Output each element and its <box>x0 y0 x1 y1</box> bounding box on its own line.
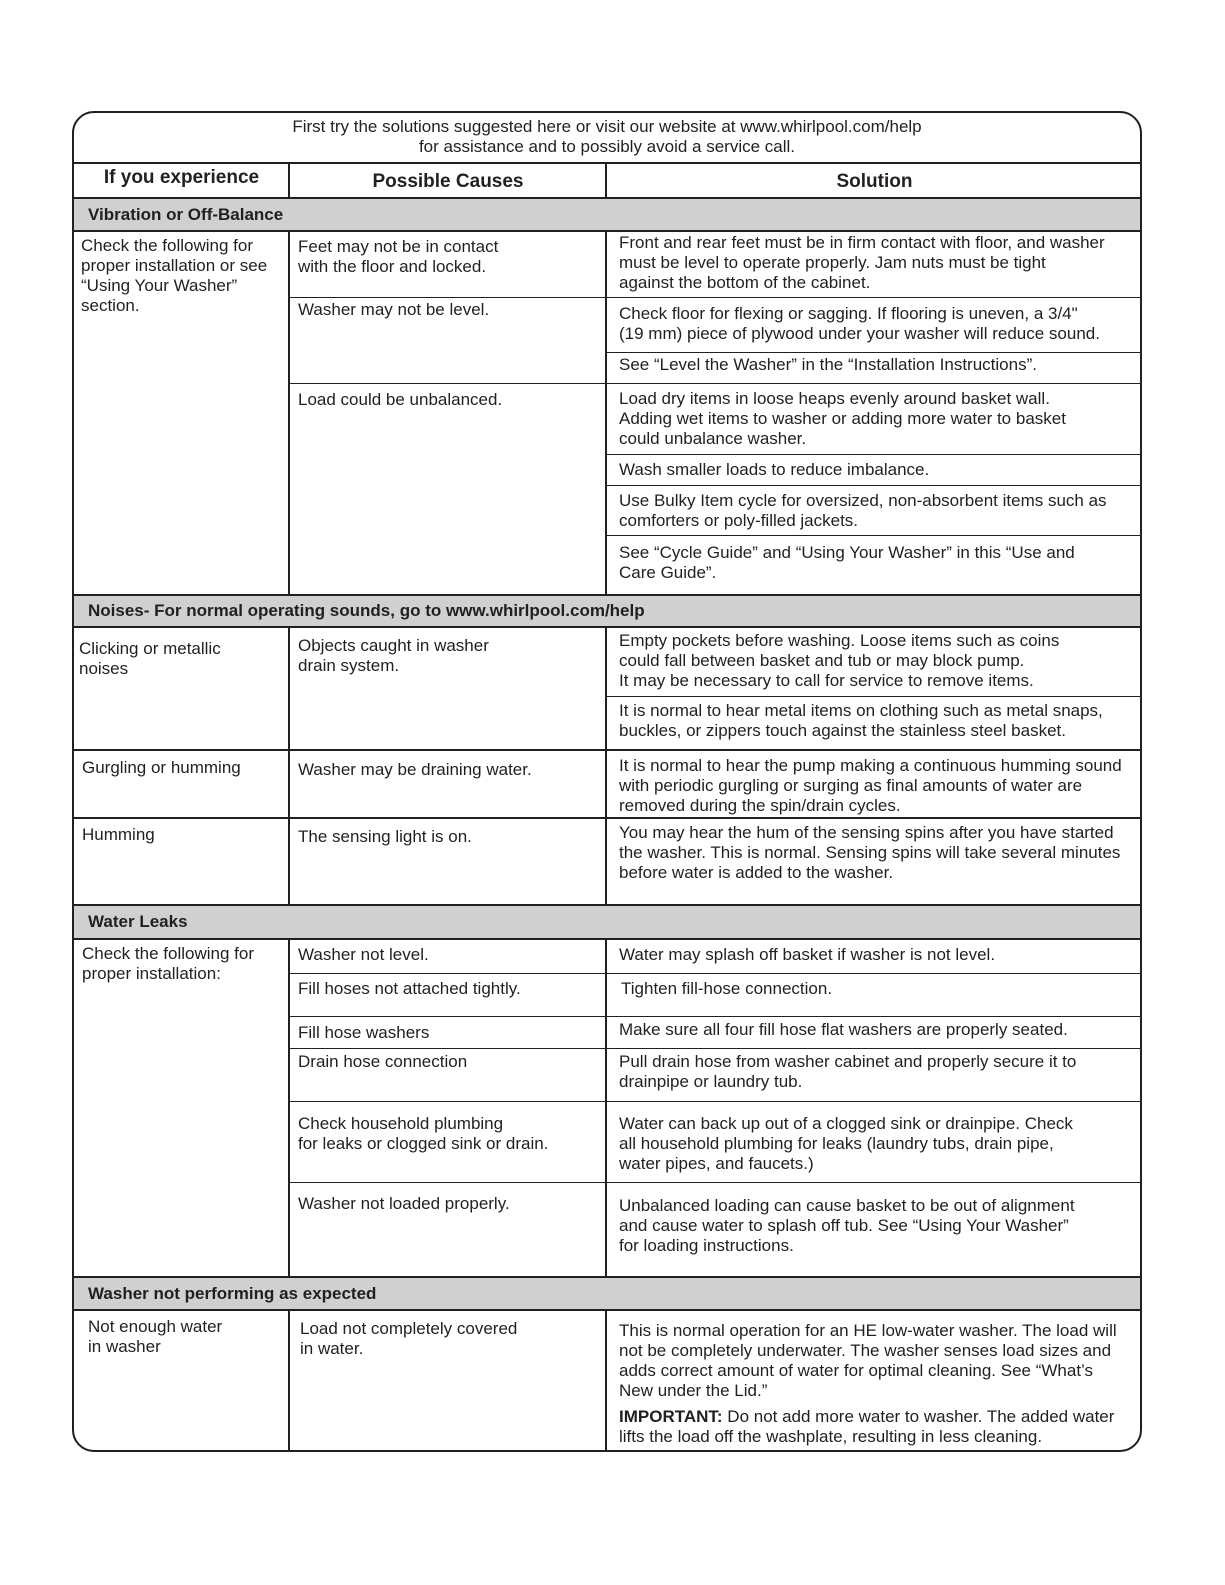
leaks-solution-3: Make sure all four fill hose flat washers are properly seated. <box>619 1020 1068 1039</box>
performing-experience: Not enough water in washer <box>88 1317 223 1356</box>
performing-cause: Load not completely covered in water. <box>300 1319 518 1358</box>
leaks-solution-5: Water can back up out of a clogged sink or drainpipe. Check all household plumbing for leaks (laundry tubs, drain pipe, water pipes, and faucets.) <box>619 1114 1073 1173</box>
leaks-cause-3: Fill hose washers <box>298 1023 430 1042</box>
leaks-cause-6: Washer not loaded properly. <box>298 1194 510 1213</box>
performing-solution: This is normal operation for an HE low-water washer. The load will not be completely underwater. The washer senses load sizes and adds correct amount of water for optimal cleaning. See “What’s New under the Lid.” <box>619 1321 1117 1400</box>
column-divider <box>288 938 290 1278</box>
section-vibration: Vibration or Off-Balance <box>74 199 1140 230</box>
rule <box>74 938 1140 940</box>
noises-cause-3: The sensing light is on. <box>298 827 472 846</box>
rule <box>290 1101 1140 1102</box>
column-divider <box>288 230 290 596</box>
rule <box>74 749 1140 751</box>
rule <box>607 454 1140 455</box>
column-divider <box>288 162 290 199</box>
rule <box>290 1016 1140 1017</box>
intro-line-2: for assistance and to possibly avoid a service call. <box>418 137 796 156</box>
noises-experience-3: Humming <box>82 825 155 844</box>
rule <box>607 352 1140 353</box>
column-divider <box>605 626 607 906</box>
performing-important-note <box>619 1407 1114 1447</box>
noises-solution-4: You may hear the hum of the sensing spins after you have started the washer. This is normal. Sensing spins will take several minutes before water is added to the washer. <box>619 823 1121 882</box>
rule <box>290 383 1140 384</box>
column-divider <box>288 626 290 906</box>
vibration-experience: Check the following for proper installation or see “Using Your Washer” section. <box>81 236 268 315</box>
rule <box>74 230 1140 232</box>
rule <box>290 973 1140 974</box>
column-divider <box>605 938 607 1278</box>
important-label: IMPORTANT: <box>619 1407 723 1426</box>
rule <box>290 1182 1140 1183</box>
column-divider <box>605 162 607 199</box>
header-experience: If you experience <box>103 167 260 188</box>
leaks-cause-2: Fill hoses not attached tightly. <box>298 979 521 998</box>
vibration-cause-3: Load could be unbalanced. <box>298 390 503 409</box>
intro-line-1: First try the solutions suggested here or visit our website at www.whirlpool.com/help <box>292 117 922 136</box>
header-causes: Possible Causes <box>372 171 524 192</box>
noises-experience-1: Clicking or metallic noises <box>79 639 221 678</box>
intro-note <box>74 113 1140 163</box>
troubleshooting-table <box>72 111 1142 1452</box>
noises-experience-2: Gurgling or humming <box>82 758 241 777</box>
important-text: Do not add more water to washer. The added water lifts the load off the washplate, resulting in less cleaning. <box>619 1407 1115 1446</box>
section-not-performing: Washer not performing as expected <box>74 1278 1140 1309</box>
leaks-solution-6: Unbalanced loading can cause basket to be out of alignment and cause water to splash off tub. See “Using Your Washer” for loading instructions. <box>619 1196 1075 1255</box>
rule <box>290 1048 1140 1049</box>
vibration-solution-4: Load dry items in loose heaps evenly around basket wall. Adding wet items to washer or adding more water to basket could unbalance washer. <box>619 389 1066 448</box>
vibration-solution-2: Check floor for flexing or sagging. If flooring is uneven, a 3/4" (19 mm) piece of plywood under your washer will reduce sound. <box>619 304 1100 343</box>
noises-solution-2: It is normal to hear metal items on clothing such as metal snaps, buckles, or zippers touch against the stainless steel basket. <box>619 701 1103 740</box>
header-solution: Solution <box>836 171 913 192</box>
rule <box>74 162 1140 164</box>
rule <box>607 535 1140 536</box>
leaks-cause-5: Check household plumbing for leaks or clogged sink or drain. <box>298 1114 549 1153</box>
leaks-solution-4: Pull drain hose from washer cabinet and properly secure it to drainpipe or laundry tub. <box>619 1052 1077 1091</box>
vibration-solution-7: See “Cycle Guide” and “Using Your Washer” in this “Use and Care Guide”. <box>619 543 1075 582</box>
vibration-solution-6: Use Bulky Item cycle for oversized, non-absorbent items such as comforters or poly-filled jackets. <box>619 491 1107 530</box>
vibration-solution-5: Wash smaller loads to reduce imbalance. <box>619 460 930 479</box>
rule <box>74 1309 1140 1311</box>
rule <box>607 485 1140 486</box>
noises-cause-1: Objects caught in washer drain system. <box>298 636 489 675</box>
noises-solution-1: Empty pockets before washing. Loose items such as coins could fall between basket and tub or may block pump. It may be necessary to call for service to remove items. <box>619 631 1060 690</box>
vibration-solution-1: Front and rear feet must be in firm contact with floor, and washer must be level to operate properly. Jam nuts must be tight against the bottom of the cabinet. <box>619 233 1105 292</box>
column-divider <box>605 230 607 596</box>
vibration-cause-2: Washer may not be level. <box>298 300 490 319</box>
noises-solution-3: It is normal to hear the pump making a continuous humming sound with periodic gurgling or surging as final amounts of water are removed during the spin/drain cycles. <box>619 756 1122 815</box>
leaks-cause-1: Washer not level. <box>298 945 429 964</box>
section-noises: Noises- For normal operating sounds, go to www.whirlpool.com/help <box>74 596 1140 626</box>
leaks-cause-4: Drain hose connection <box>298 1052 468 1071</box>
leaks-solution-1: Water may splash off basket if washer is not level. <box>619 945 996 964</box>
rule <box>607 696 1140 697</box>
leaks-solution-2: Tighten fill-hose connection. <box>621 979 833 998</box>
column-divider <box>605 1309 607 1452</box>
section-water-leaks: Water Leaks <box>74 906 1140 938</box>
vibration-cause-1: Feet may not be in contact with the floor and locked. <box>298 237 499 276</box>
column-divider <box>288 1309 290 1452</box>
rule <box>74 626 1140 628</box>
vibration-solution-3: See “Level the Washer” in the “Installation Instructions”. <box>619 355 1037 374</box>
noises-cause-2: Washer may be draining water. <box>298 760 532 779</box>
rule <box>74 817 1140 819</box>
rule <box>290 297 1140 298</box>
leaks-experience: Check the following for proper installation: <box>82 944 254 983</box>
